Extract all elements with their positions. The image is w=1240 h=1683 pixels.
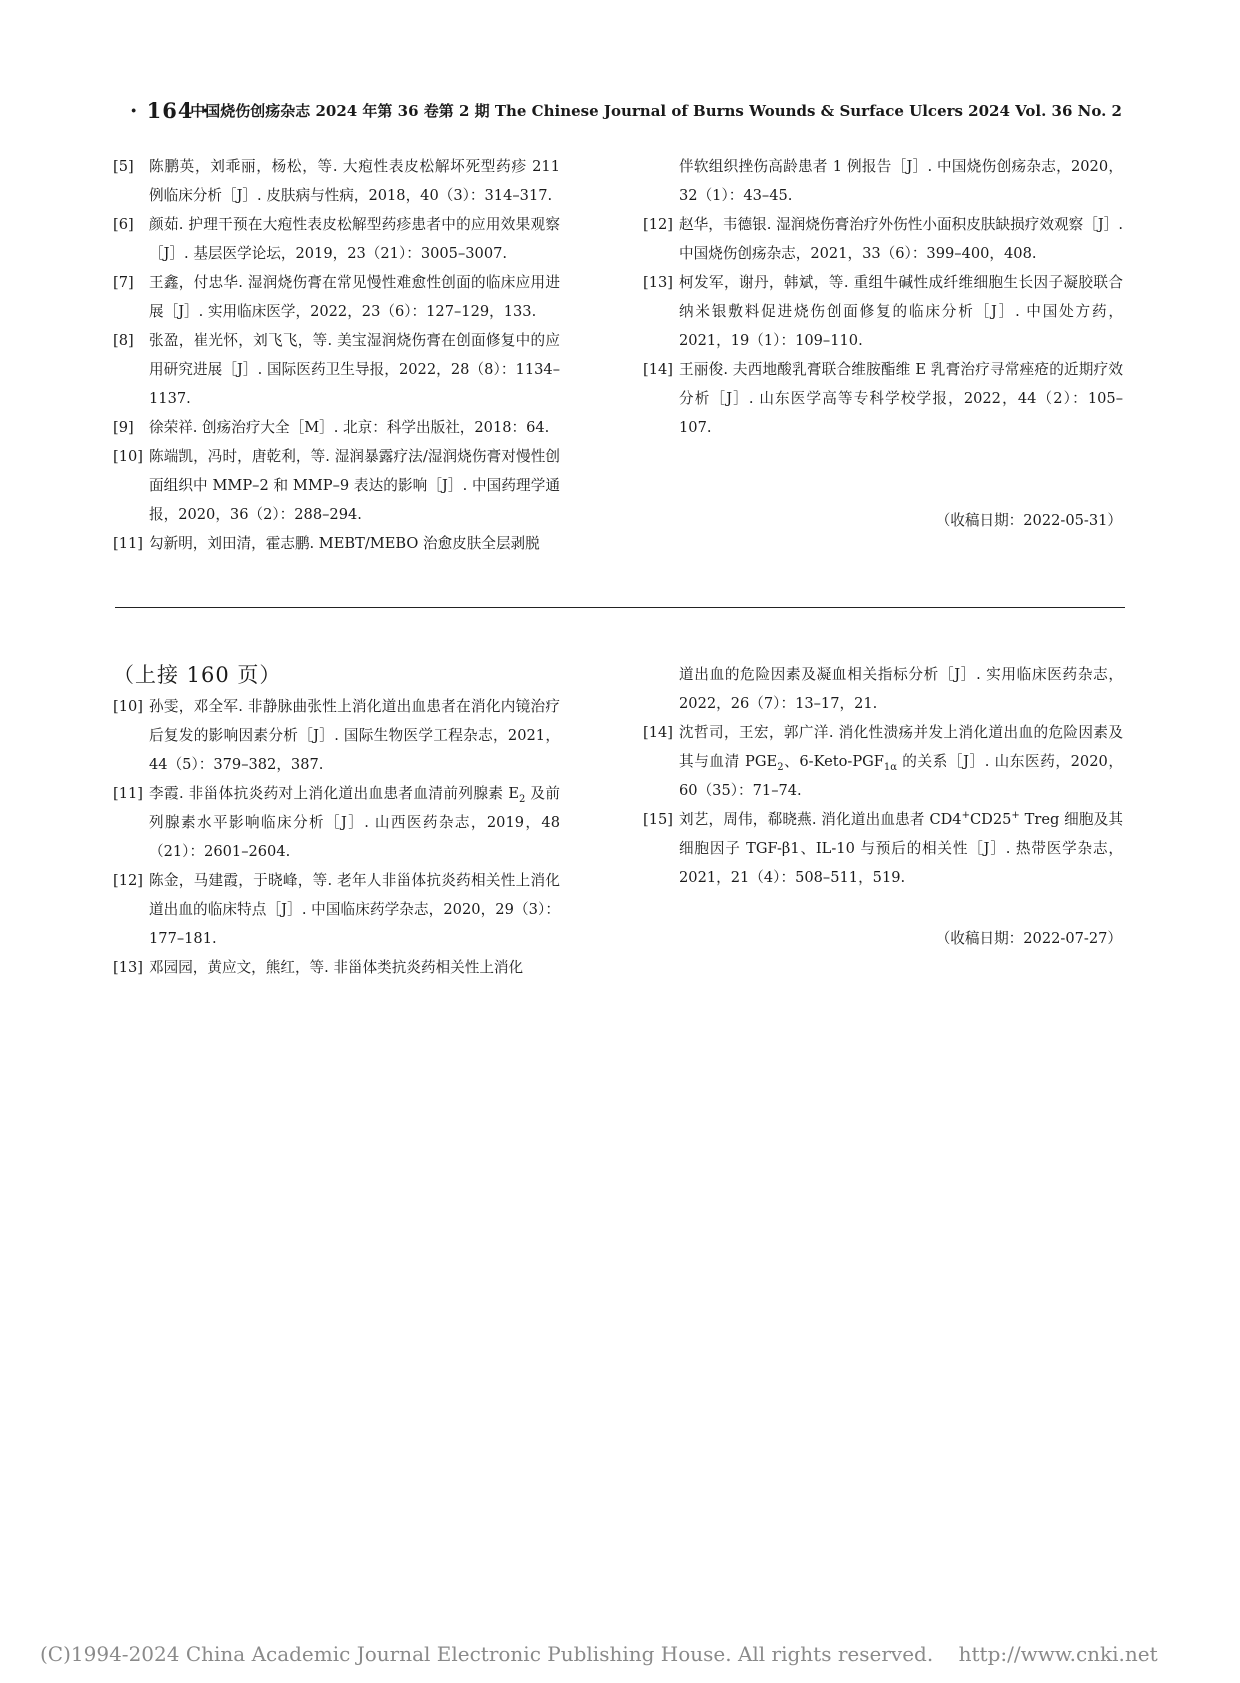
reference-text: 伴软组织挫伤高龄患者 1 例报告［J］. 中国烧伤创疡杂志，2020，32（1）：43–45. <box>679 158 1123 204</box>
reference-number: [11] <box>113 535 143 552</box>
reference-number: [12] <box>643 216 673 233</box>
reference-item <box>643 718 1123 805</box>
reference-text: 王丽俊. 夫西地酸乳膏联合维胺酯维 E 乳膏治疗寻常痤疮的近期疗效分析［J］. 山东医学高等专科学校学报，2022，44（2）：105–107. <box>679 361 1123 436</box>
reference-item <box>113 442 560 529</box>
reference-number: [11] <box>113 785 143 802</box>
section2-left-column <box>113 660 560 982</box>
page-number: · 164 · <box>130 98 211 123</box>
reference-item <box>113 268 560 326</box>
reference-item <box>643 355 1123 442</box>
reference-item <box>113 866 560 953</box>
reference-item <box>643 268 1123 355</box>
journal-running-title: 中国烧伤创疡杂志 2024 年第 36 卷第 2 期 The Chinese Journal of Burns Wounds & Surface Ulcers 2024 Vol. 36 No. 2 <box>190 102 1122 120</box>
received-date: （收稿日期：2022-07-27） <box>935 930 1122 947</box>
reference-number: [7] <box>113 274 134 291</box>
copyright-notice: (C)1994-2024 China Academic Journal Electronic Publishing House. All rights reserved. <box>40 1642 934 1666</box>
page-header <box>120 98 1122 124</box>
reference-item <box>113 326 560 413</box>
reference-text: 勾新明，刘田清，霍志鹏. MEBT/MEBO 治愈皮肤全层剥脱 <box>149 535 540 552</box>
reference-item <box>113 692 560 779</box>
reference-number: [8] <box>113 332 134 349</box>
reference-number: [14] <box>643 361 673 378</box>
reference-text: 张盈，崔光怀，刘飞飞，等. 美宝湿润烧伤膏在创面修复中的应用研究进展［J］. 国际医药卫生导报，2022，28（8）：1134–1137. <box>149 332 560 407</box>
reference-item <box>113 953 560 982</box>
section-divider <box>115 607 1125 608</box>
reference-number: [12] <box>113 872 143 889</box>
section1-left-column <box>113 152 560 558</box>
footer-url: http://www.cnki.net <box>958 1642 1158 1666</box>
reference-number: [15] <box>643 811 673 828</box>
reference-item <box>113 779 560 866</box>
received-date: （收稿日期：2022-05-31） <box>935 512 1122 529</box>
reference-item <box>113 210 560 268</box>
reference-text: 王鑫，付忠华. 湿润烧伤膏在常见慢性难愈性创面的临床应用进展［J］. 实用临床医学，2022，23（6）：127–129，133. <box>149 274 560 320</box>
reference-item <box>643 805 1123 892</box>
reference-number: [13] <box>113 959 143 976</box>
reference-number: [10] <box>113 448 143 465</box>
page-footer <box>40 1642 1158 1666</box>
reference-number: [5] <box>113 158 134 175</box>
continued-from-label: （上接 160 页） <box>113 663 282 687</box>
reference-number: [13] <box>643 274 673 291</box>
reference-number: [14] <box>643 724 673 741</box>
reference-item <box>113 413 560 442</box>
reference-text: 柯发军，谢丹，韩斌，等. 重组牛碱性成纤维细胞生长因子凝胶联合纳米银敷料促进烧伤创面修复的临床分析［J］. 中国处方药，2021，19（1）：109–110. <box>679 274 1123 349</box>
reference-text: 陈金，马建霞，于晓峰，等. 老年人非甾体抗炎药相关性上消化道出血的临床特点［J］. 中国临床药学杂志，2020，29（3）：177–181. <box>149 872 560 947</box>
section1-right-column <box>643 152 1123 442</box>
reference-text: 颜茹. 护理干预在大疱性表皮松解型药疹患者中的应用效果观察［J］. 基层医学论坛，2019，23（21）：3005–3007. <box>149 216 560 262</box>
reference-text: 刘艺，周伟，郗晓燕. 消化道出血患者 CD4+CD25+ Treg 细胞及其细胞因子 TGF-β1、IL-10 与预后的相关性［J］. 热带医学杂志，2021，21（4）：508–511，519. <box>679 810 1123 886</box>
reference-number: [10] <box>113 698 143 715</box>
reference-continuation <box>643 152 1123 210</box>
reference-text: 道出血的危险因素及凝血相关指标分析［J］. 实用临床医药杂志，2022，26（7）：13–17，21. <box>679 666 1123 712</box>
reference-text: 孙雯，邓全军. 非静脉曲张性上消化道出血患者在消化内镜治疗后复发的影响因素分析［J］. 国际生物医学工程杂志，2021，44（5）：379–382，387. <box>149 698 560 773</box>
section2-right-column <box>643 660 1123 892</box>
reference-text: 赵华，韦德银. 湿润烧伤膏治疗外伤性小面积皮肤缺损疗效观察［J］. 中国烧伤创疡杂志，2021，33（6）：399–400，408. <box>679 216 1123 262</box>
reference-item <box>643 210 1123 268</box>
reference-number: [6] <box>113 216 134 233</box>
reference-text: 李霞. 非甾体抗炎药对上消化道出血患者血清前列腺素 $E_2$ 及前列腺素水平影响临床分析［J］. 山西医药杂志，2019，48（21）：2601–2604. <box>149 785 560 860</box>
reference-text: 陈鹏英，刘乖丽，杨松，等. 大疱性表皮松解坏死型药疹 211 例临床分析［J］. 皮肤病与性病，2018，40（3）：314–317. <box>149 158 560 204</box>
reference-text: 邓园园，黄应文，熊红，等. 非甾体类抗炎药相关性上消化 <box>149 959 524 976</box>
reference-text: 徐荣祥. 创疡治疗大全［M］. 北京：科学出版社，2018：64. <box>149 419 550 436</box>
reference-number: [9] <box>113 419 134 436</box>
reference-text: 陈端凯，冯时，唐乾利，等. 湿润暴露疗法/湿润烧伤膏对慢性创面组织中 MMP–2 和 MMP–9 表达的影响［J］. 中国药理学通报，2020，36（2）：288–294. <box>149 448 560 523</box>
reference-item <box>113 152 560 210</box>
reference-item <box>113 529 560 558</box>
reference-continuation <box>643 660 1123 718</box>
reference-text: 沈哲司，王宏，郭广洋. 消化性溃疡并发上消化道出血的危险因素及其与血清 $PGE_2$、$6-Keto-PGF_{1\alpha}$ 的关系［J］. 山东医药，2020，60（35）：71–74. <box>679 724 1123 799</box>
